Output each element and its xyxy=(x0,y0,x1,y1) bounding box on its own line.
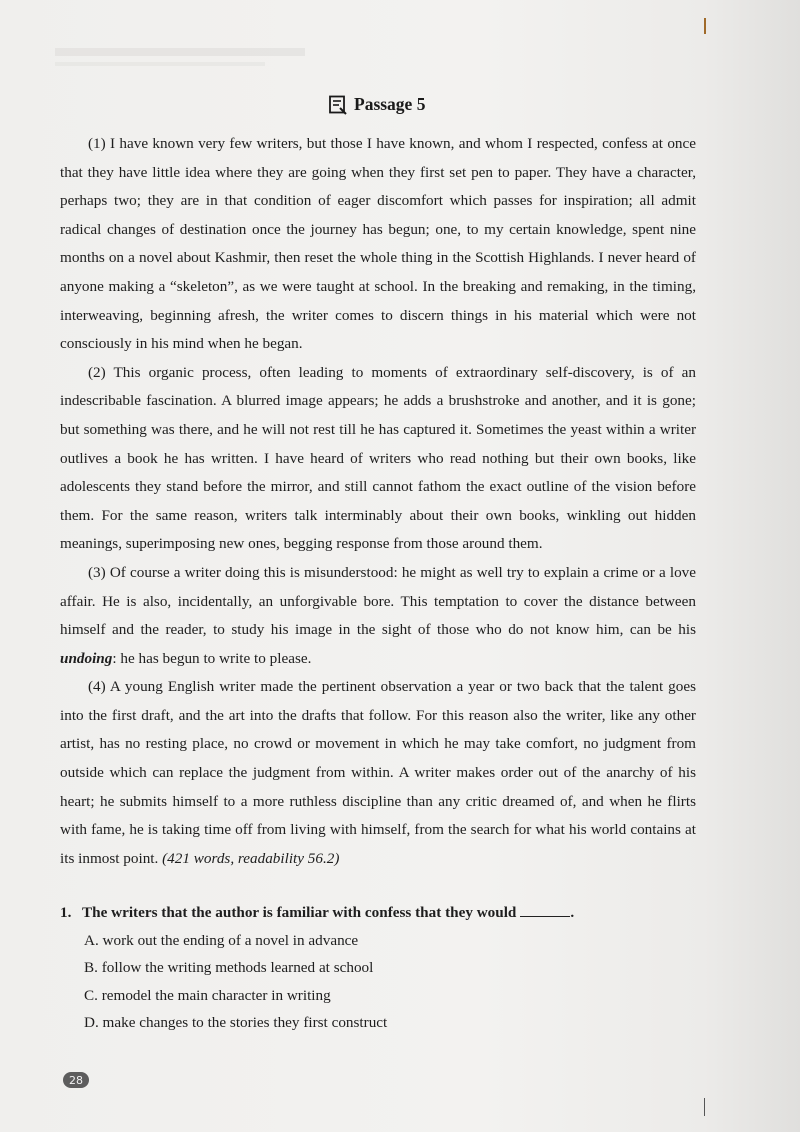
option-b: B. follow the writing methods learned at school xyxy=(84,959,374,976)
page-edge-mark xyxy=(704,18,706,34)
question-stem xyxy=(60,899,696,927)
passage-header xyxy=(328,94,425,115)
paragraph-2: (2) This organic process, often leading to moments of extraordinary self-discovery, is of an indescribable fascination. A blurred image appears; he adds a brushstroke and another, and it is gone; but something was there, and he will not rest till he has captured it. Sometimes the yeast within a writer outlives a book he has written. I have heard of writers who read nothing but their own books, like adolescents they stand before the mirror, and still cannot fathom the exact outline of the vision before them. For the same reason, writers talk interminably about their own books, winkling out hidden meanings, superimposing new ones, begging response from those around them. xyxy=(60,363,696,553)
emphasized-word: undoing xyxy=(60,649,113,667)
paragraph-1: (1) I have known very few writers, but those I have known, and whom I respected, confess at once that they have little idea where they are going when they first set pen to paper. They have a character, perhaps two; they are in that condition of eager discomfort which passes for inspiration; all admit radical changes of destination once the journey has begun; one, to my certain knowledge, spent nine months on a novel about Kashmir, then reset the whole thing in the Scottish Highlands. I never heard of anyone making a “skeleton”, as we were taught at school. In the breaking and remaking, in the timing, interweaving, beginning afresh, the writer comes to discern things in his material which were not consciously in his mind when he began. xyxy=(60,135,696,353)
bleed-through-line xyxy=(55,62,265,66)
page-number: 28 xyxy=(63,1072,89,1088)
answer-options xyxy=(60,927,696,1037)
option-c: C. remodel the main character in writing xyxy=(84,986,331,1004)
paragraph-3-tail: : he has begun to write to please. xyxy=(112,649,312,667)
passage-title: Passage 5 xyxy=(354,94,426,114)
bleed-through-line xyxy=(55,48,305,56)
question-number: 1. xyxy=(60,904,72,921)
document-icon xyxy=(328,95,348,115)
question-1 xyxy=(60,899,696,1037)
option-a: A. work out the ending of a novel in advance xyxy=(84,931,359,949)
passage-body xyxy=(60,130,696,873)
paragraph-4 xyxy=(60,673,696,873)
answer-blank xyxy=(520,902,570,917)
page-edge-mark xyxy=(704,1098,705,1116)
paragraph-3 xyxy=(60,559,696,673)
option-d: D. make changes to the stories they first construct xyxy=(84,1014,388,1031)
passage-stats: (421 words, readability 56.2) xyxy=(162,849,340,867)
question-end: . xyxy=(570,904,575,921)
question-stem-text: The writers that the author is familiar with confess that they would xyxy=(82,904,517,921)
question-text xyxy=(82,899,574,927)
paragraph-3-text: (3) Of course a writer doing this is misunderstood: he might as well try to explain a crime or a love affair. He is also, incidentally, an unforgivable bore. This temptation to cover the distance between himself and the reader, to study his image in the sight of those who do not know him, can be his xyxy=(60,563,696,639)
paragraph-4-text: (4) A young English writer made the pertinent observation a year or two back that the talent goes into the first draft, and the art into the drafts that follow. For this reason also the writer, like any other artist, has no resting place, no crowd or movement in which he may take comfort, no judgment from outside which can replace the judgment from within. A writer makes order out of the anarchy of his heart; he submits himself to a more ruthless discipline than any critic dreamed of, and when he flirts with fame, he is taking time off from living with himself, from the search for what his world contains at its inmost point. xyxy=(60,678,696,867)
